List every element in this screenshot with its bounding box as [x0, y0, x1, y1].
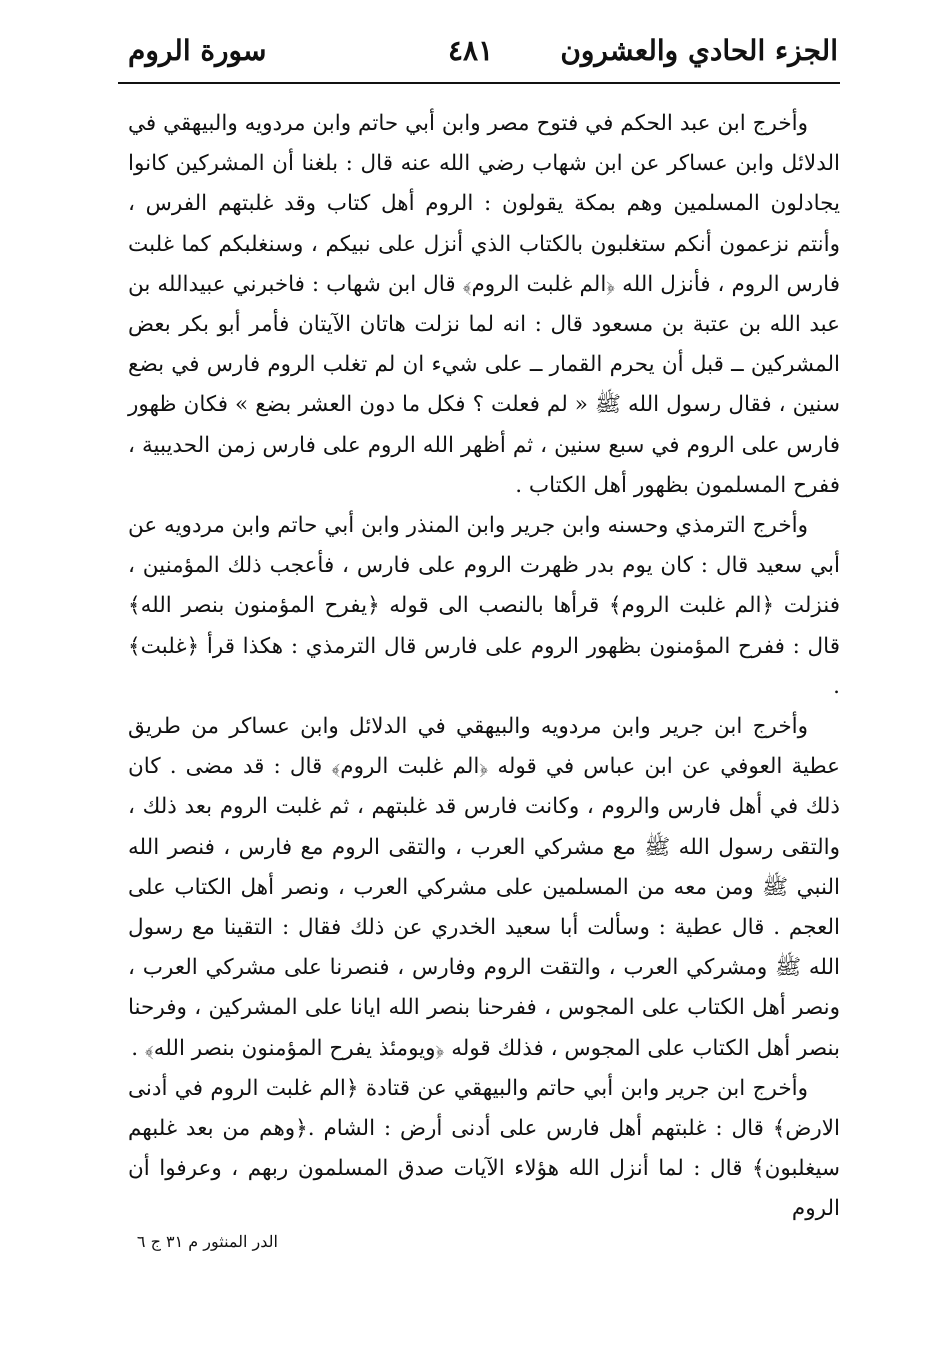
main-text	[128, 104, 840, 1230]
footer-signature: الدر المنثور م ٣١ ج ٦	[136, 1232, 278, 1251]
page-number: ٤٨١	[448, 34, 494, 67]
paragraph: وأخرج الترمذي وحسنه وابن جرير وابن المنذر وابن أبي حاتم وابن مردويه عن أبي سعيد قال : كان يوم بدر ظهرت الروم على فارس ، فأعجب ذلك المؤمنين ، فنزلت ﴿الم غلبت الروم﴾ قرأها بالنصب الى قوله ﴿يفرح المؤمنون بنصر الله﴾ قال : ففرح المؤمنون بظهور الروم على فارس قال الترمذي : هكذا قرأ ﴿غلبت﴾ .	[128, 513, 840, 699]
header-part-title: الجزء الحادي والعشرون	[560, 34, 838, 67]
header-surah-title: سورة الروم	[128, 34, 267, 67]
running-header	[118, 30, 838, 82]
paragraph: وأخرج ابن جرير وابن مردويه والبيهقي في الدلائل وابن عساكر من طريق عطية العوفي عن ابن عباس في قوله ﴿الم غلبت الروم﴾ قال : قد مضى . كان ذلك في أهل فارس والروم ، وكانت فارس قد غلبتهم ، ثم غلبت الروم بعد ذلك ، والتقى رسول الله ﷺ مع مشركي العرب ، والتقى الروم مع فارس ، فنصر الله النبي ﷺ ومن معه من المسلمين على مشركي العرب ، ونصر أهل الكتاب على العجم . قال عطية : وسألت أبا سعيد الخدري عن ذلك فقال : التقينا مع رسول الله ﷺ ومشركي العرب ، والتقت الروم وفارس ، فنصرنا على مشركي العرب ، ونصر أهل الكتاب على المجوس ، ففرحنا بنصر الله ايانا على المشركين ، وفرحنا بنصر أهل الكتاب على المجوس ، فذلك قوله ﴿ويومئذ يفرح المؤمنون بنصر الله﴾ .	[128, 714, 840, 1061]
paragraph: وأخرج ابن عبد الحكم في فتوح مصر وابن أبي حاتم وابن مردويه والبيهقي في الدلائل وابن عساكر عن ابن شهاب رضي الله عنه قال : بلغنا أن المشركين كانوا يجادلون المسلمين وهم بمكة يقولون : الروم أهل كتاب وقد غلبتهم الفرس ، وأنتم نزعمون أنكم ستغلبون بالكتاب الذي أنزل على نبيكم ، وسنغلبكم كما غلبت فارس الروم ، فأنزل الله ﴿الم غلبت الروم﴾ قال ابن شهاب : فاخبرني عبيدالله بن عبد الله بن عتبة بن مسعود قال : انه لما نزلت هاتان الآيتان فأمر أبو بكر بعض المشركين ــ قبل أن يحرم القمار ــ على شيء ان لم تغلب الروم فارس في بضع سنين ، فقال رسول الله ﷺ « لم فعلت ؟ فكل ما دون العشر بضع » فكان ظهور فارس على الروم في سبع سنين ، ثم أظهر الله الروم على فارس زمن الحديبية ، ففرح المسلمون بظهور أهل الكتاب .	[128, 111, 840, 498]
paragraph: وأخرج ابن جرير وابن أبي حاتم والبيهقي عن قتادة ﴿الم غلبت الروم في أدنى الارض﴾ قال : غلبتهم أهل فارس على أدنى أرض : الشام .﴿وهم من بعد غلبهم سيغلبون﴾ قال : لما أنزل الله هؤلاء الآيات صدق المسلمون ربهم ، وعرفوا أن الروم	[128, 1075, 840, 1222]
header-divider	[118, 82, 840, 84]
